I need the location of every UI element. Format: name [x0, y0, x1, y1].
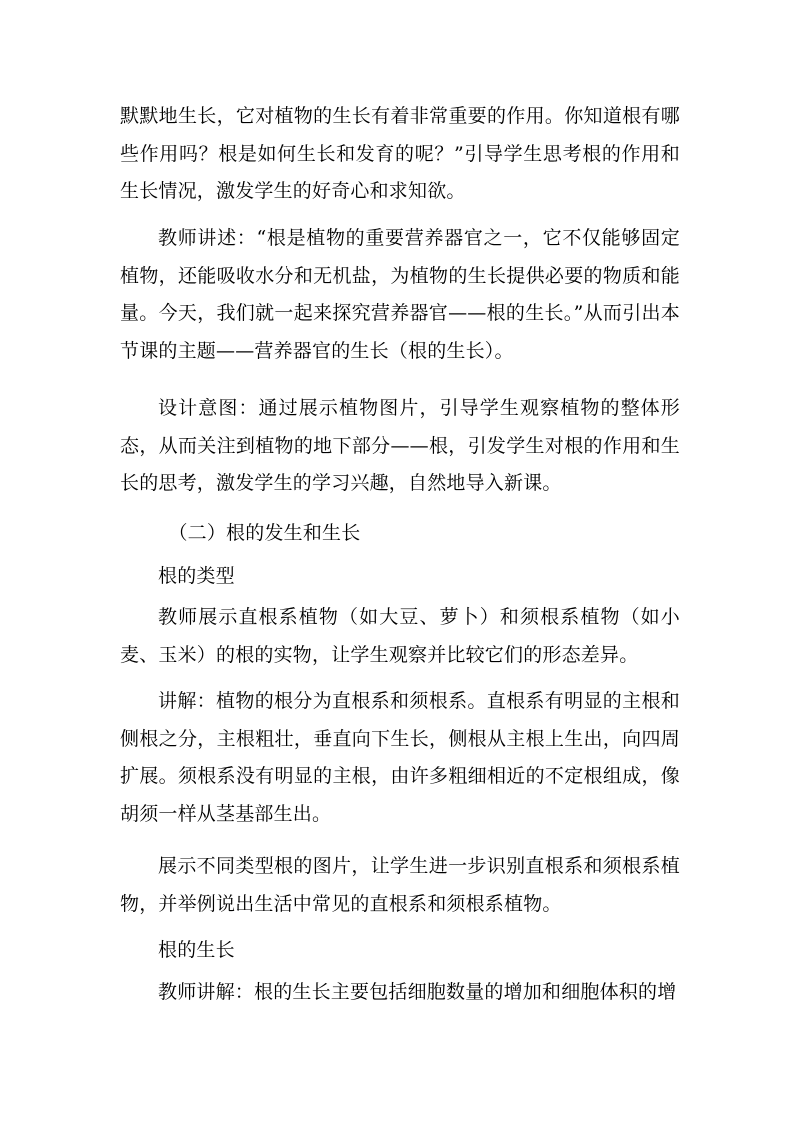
paragraph-teacher-narration: 教师讲述：“根是植物的重要营养器官之一，它不仅能够固定植物，还能吸收水分和无机盐，为植物的生长提供必要的物质和能量。今天，我们就一起来探究营养器官——根的生长。”从而引出本节课的主题——营养器官的生长（根的生长）。 — [120, 227, 680, 362]
paragraph-explanation: 讲解：植物的根分为直根系和须根系。直根系有明显的主根和侧根之分，主根粗壮，垂直向下生长，侧根从主根上生出，向四周扩展。须根系没有明显的主根，由许多粗细相近的不定根组成，像胡须一样从茎基部生出。 — [120, 690, 680, 825]
paragraph-show-images: 展示不同类型根的图片，让学生进一步识别直根系和须根系植物，并举例说出生活中常见的直根系和须根系植物。 — [120, 855, 680, 915]
section-heading-root-development: （二）根的发生和生长 — [168, 522, 361, 544]
subheading-root-types: 根的类型 — [158, 565, 235, 587]
subheading-root-growth: 根的生长 — [158, 939, 235, 961]
paragraph-teacher-demo: 教师展示直根系植物（如大豆、萝卜）和须根系植物（如小麦、玉米）的根的实物，让学生观察并比较它们的形态差异。 — [120, 606, 680, 666]
paragraph-growth-explanation: 教师讲解：根的生长主要包括细胞数量的增加和细胞体积的增 — [158, 981, 677, 1003]
paragraph-intro-continuation: 默默地生长，它对植物的生长有着非常重要的作用。你知道根有哪些作用吗？根是如何生长和发育的呢？”引导学生思考根的作用和生长情况，激发学生的好奇心和求知欲。 — [120, 105, 680, 202]
paragraph-design-intent: 设计意图：通过展示植物图片，引导学生观察植物的整体形态，从而关注到植物的地下部分——根，引发学生对根的作用和生长的思考，激发学生的学习兴趣，自然地导入新课。 — [120, 397, 680, 494]
